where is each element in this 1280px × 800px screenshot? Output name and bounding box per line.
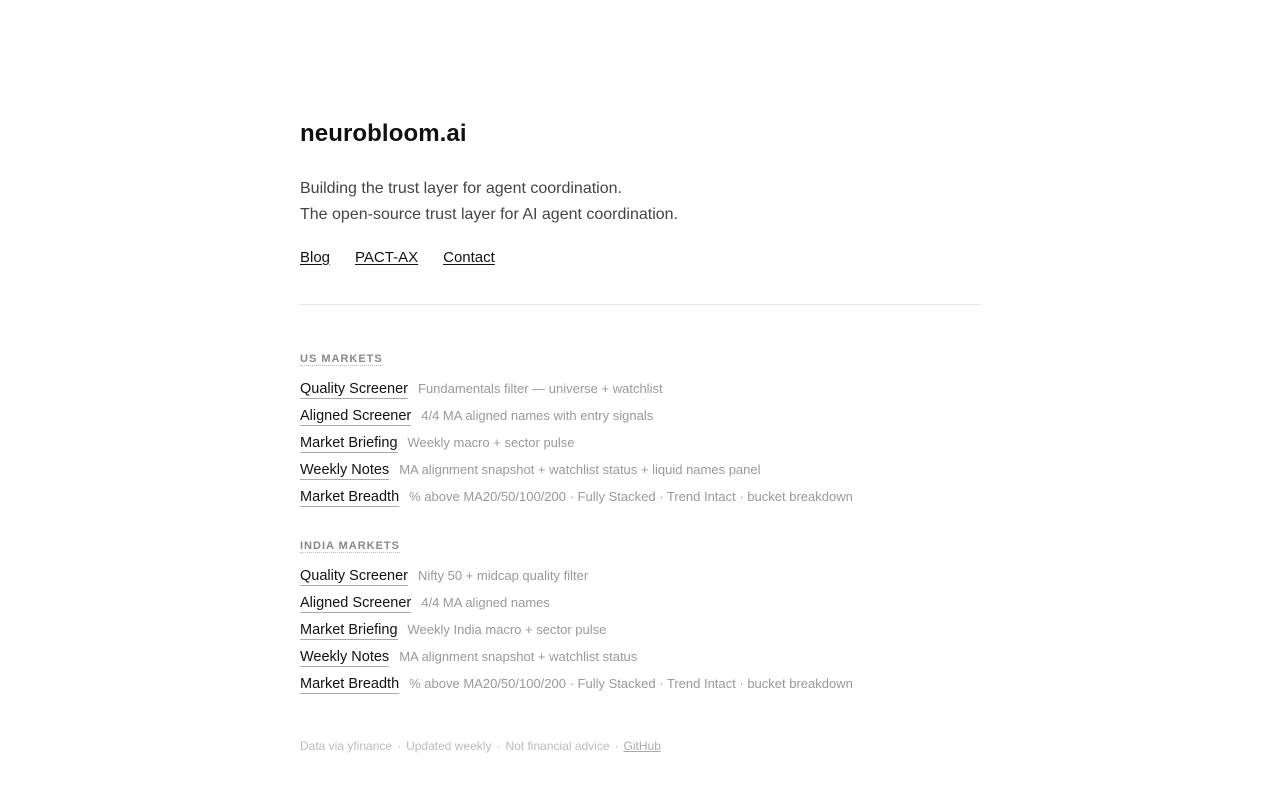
section-heading-india-markets [300,539,980,553]
list-item [300,375,980,402]
divider [300,304,980,305]
india-market-breadth-link[interactable]: Market Breadth [300,676,400,692]
us-markets-list [300,375,980,510]
us-quality-screener-link[interactable]: Quality Screener [300,381,408,397]
link-description: % above MA20/50/100/200 · Fully Stacked · Trend Intact · bucket breakdown [409,676,853,691]
footer-data-source: Data via yfinance [300,739,393,753]
us-aligned-screener-link[interactable]: Aligned Screener [300,408,412,424]
list-item [300,429,980,456]
india-aligned-screener-link[interactable]: Aligned Screener [300,595,412,611]
tagline [300,176,980,228]
link-description: Weekly India macro + sector pulse [407,622,607,637]
site-title: neurobloom.ai [300,120,467,147]
tagline-line-1: Building the trust layer for agent coordination. [300,180,622,197]
list-item [300,589,980,616]
list-item [300,616,980,643]
link-description: MA alignment snapshot + watchlist status + liquid names panel [399,462,761,477]
us-market-breadth-link[interactable]: Market Breadth [300,489,400,505]
link-description: Fundamentals filter — universe + watchlist [418,381,663,396]
list-item [300,483,980,510]
footer [300,738,980,754]
us-weekly-notes-link[interactable]: Weekly Notes [300,462,390,478]
link-description: Weekly macro + sector pulse [407,435,575,450]
india-market-briefing-link[interactable]: Market Briefing [300,622,398,638]
link-description: 4/4 MA aligned names [421,595,550,610]
list-item [300,643,980,670]
link-description: % above MA20/50/100/200 · Fully Stacked · Trend Intact · bucket breakdown [409,489,853,504]
list-item [300,456,980,483]
footer-separator: · [614,739,619,753]
us-markets-section [300,352,980,510]
footer-github-link[interactable]: GitHub [623,739,661,753]
section-heading-label: INDIA MARKETS [300,540,400,552]
link-description: Nifty 50 + midcap quality filter [418,568,589,583]
list-item [300,402,980,429]
main-nav [300,247,980,269]
section-heading-label: US MARKETS [300,353,383,365]
nav-pact-ax-link[interactable]: PACT-AX [355,249,419,266]
page-container [300,0,980,754]
india-quality-screener-link[interactable]: Quality Screener [300,568,408,584]
tagline-line-2: The open-source trust layer for AI agent coordination. [300,206,678,223]
list-item [300,670,980,697]
list-item [300,562,980,589]
link-description: MA alignment snapshot + watchlist status [399,649,638,664]
nav-contact-link[interactable]: Contact [443,249,495,266]
footer-separator: · [397,739,402,753]
footer-updated: Updated weekly [406,739,492,753]
india-weekly-notes-link[interactable]: Weekly Notes [300,649,390,665]
us-market-briefing-link[interactable]: Market Briefing [300,435,398,451]
india-markets-section [300,539,980,697]
india-markets-list [300,562,980,697]
nav-blog-link[interactable]: Blog [300,249,331,266]
link-description: 4/4 MA aligned names with entry signals [421,408,654,423]
footer-disclaimer: Not financial advice [505,739,610,753]
footer-separator: · [496,739,501,753]
section-heading-us-markets [300,352,980,366]
